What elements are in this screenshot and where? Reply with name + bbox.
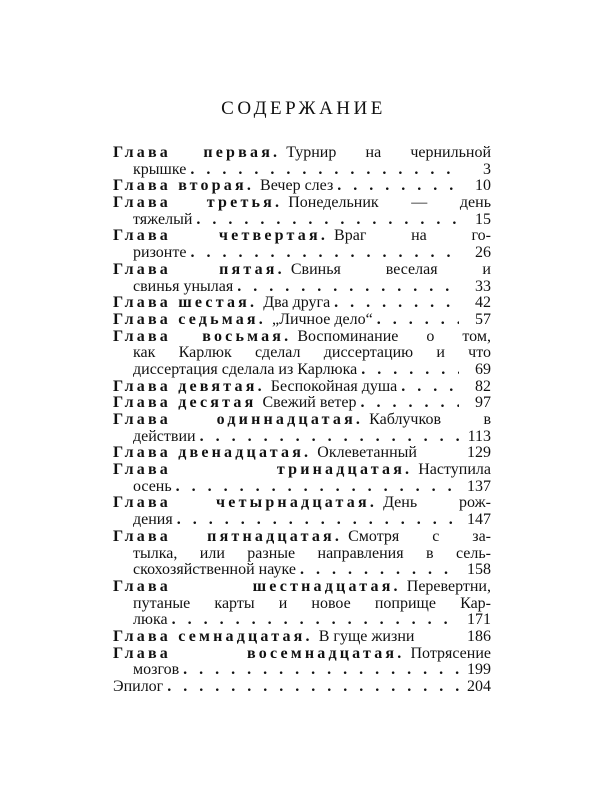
toc-line (113, 145, 491, 162)
toc-line (113, 679, 491, 696)
toc-line (113, 429, 491, 446)
toc-line (113, 295, 491, 312)
entry-text-line (113, 178, 333, 195)
toc-entry (113, 295, 491, 312)
entry-text-line (133, 362, 357, 379)
dot-leader (172, 612, 459, 629)
entry-title: путаные карты и новое поприще Кар- (133, 595, 491, 612)
toc-entry (113, 529, 491, 579)
page-number: 147 (467, 511, 491, 529)
dot-leader (401, 379, 459, 396)
entry-title: Вечер слез (260, 177, 334, 195)
toc-line (113, 195, 491, 212)
entry-title: осень (133, 477, 172, 495)
dot-leader (361, 395, 459, 412)
toc-line (113, 412, 491, 429)
toc-entry (113, 679, 491, 696)
entry-title: Наступила (418, 462, 491, 479)
entry-title: Каблучков в (369, 412, 491, 428)
entry-text-line (133, 512, 173, 529)
toc-entry (113, 312, 491, 329)
toc-line (113, 579, 491, 596)
entry-title: Воспоминание о том, (297, 328, 491, 345)
page-number: 15 (475, 210, 491, 228)
entry-title: тяжелый (133, 210, 193, 228)
entry-text-line (133, 212, 192, 229)
entry-text-line (113, 445, 417, 462)
chapter-label: Глава десятая (113, 394, 257, 412)
chapter-label: Глава первая. (113, 145, 281, 161)
toc-entry (113, 629, 491, 646)
entry-title: свинья унылая (133, 277, 234, 295)
chapter-label: Глава семнадцатая. (113, 627, 313, 645)
page-number: 69 (475, 360, 491, 378)
toc-line (113, 596, 491, 613)
entry-title: Беспокойная душа (270, 377, 398, 395)
entry-title: Смотря с за- (348, 528, 491, 545)
toc-line (113, 379, 491, 396)
toc-line (113, 279, 491, 296)
toc-line (113, 228, 491, 245)
chapter-label: Глава четвертая. (113, 228, 329, 245)
entry-title: „Личное дело“ (271, 310, 373, 328)
toc-entry (113, 228, 491, 261)
entry-title: тылка, или разные направления в сель- (133, 545, 491, 562)
chapter-label: Глава шестая. (113, 294, 258, 312)
dot-leader (334, 295, 459, 312)
dot-leader (190, 245, 459, 262)
toc-line (113, 495, 491, 512)
entry-text-line (113, 379, 397, 396)
entry-title: Турнир на чернильной (286, 145, 491, 161)
entry-text-line (113, 295, 330, 312)
toc-entry (113, 178, 491, 195)
dot-leader (183, 662, 459, 679)
entry-text-line (133, 162, 186, 179)
toc-line (113, 212, 491, 229)
page-number: 113 (467, 427, 491, 445)
toc-line (113, 262, 491, 279)
entry-text-line (113, 145, 491, 162)
page-number: 158 (467, 561, 491, 579)
entry-title: как Карлюк сделал диссертацию и что (133, 345, 491, 362)
page-number: 82 (475, 377, 491, 395)
toc-line (113, 462, 491, 479)
page-number: 186 (467, 627, 491, 645)
dot-leader (237, 279, 459, 296)
entry-title: Свежий ветер (262, 394, 357, 412)
toc-line (113, 479, 491, 496)
entry-text-line (113, 195, 491, 212)
chapter-label: Глава девятая. (113, 377, 265, 395)
toc-line (113, 245, 491, 262)
entry-title: ризонте (133, 244, 187, 262)
toc-line (113, 362, 491, 379)
toc-line (113, 312, 491, 329)
entry-text-line (133, 562, 296, 579)
dot-leader (337, 178, 459, 195)
entry-title: Потрясение (410, 645, 491, 662)
page-number: 3 (483, 160, 491, 178)
entry-text-line (133, 596, 491, 613)
toc-line (113, 529, 491, 546)
entry-text-line (133, 279, 233, 296)
table-of-contents (113, 145, 491, 696)
toc-entry (113, 395, 491, 412)
dot-leader (167, 679, 459, 696)
toc-entry (113, 412, 491, 445)
toc-entry (113, 329, 491, 379)
dot-leader (196, 212, 459, 229)
dot-leader (190, 162, 459, 179)
chapter-label: Эпилог (113, 678, 164, 695)
entry-text-line (113, 312, 373, 329)
entry-title: дения (133, 511, 173, 529)
toc-entry (113, 579, 491, 629)
page-number: 97 (475, 394, 491, 412)
dot-leader (177, 512, 459, 529)
entry-title: Враг на го- (334, 228, 491, 245)
chapter-label: Глава пятнадцатая. (113, 528, 343, 545)
entry-text-line (133, 429, 196, 446)
chapter-label: Глава седьмая. (113, 310, 266, 328)
entry-text-line (113, 262, 491, 279)
chapter-label: Глава восемнадцатая. (113, 645, 405, 662)
page-number: 199 (467, 661, 491, 679)
page-number: 10 (475, 177, 491, 195)
chapter-label: Глава вторая. (113, 177, 255, 195)
entry-text-line (133, 546, 491, 563)
toc-line (113, 329, 491, 346)
page-title: СОДЕРЖАНИЕ (221, 98, 386, 119)
page-number: 129 (467, 444, 491, 462)
page-number: 42 (475, 294, 491, 312)
entry-text-line (113, 495, 491, 512)
entry-title: скохозяйственной науке (133, 561, 296, 579)
entry-title: Понедельник — день (288, 195, 491, 212)
dot-leader (361, 362, 459, 379)
entry-title: диссертация сделала из Карлюка (133, 360, 358, 378)
entry-text-line (133, 662, 179, 679)
entry-title: День рож- (383, 495, 491, 512)
entry-text-line (113, 228, 491, 245)
toc-entry (113, 195, 491, 228)
toc-entry (113, 379, 491, 396)
toc-entry (113, 646, 491, 679)
toc-line (113, 562, 491, 579)
entry-title: действии (133, 427, 196, 445)
entry-text-line (133, 612, 168, 629)
toc-entry (113, 495, 491, 528)
page-number: 204 (467, 678, 491, 695)
entry-title: Перевертни, (406, 578, 491, 595)
entry-title: В гуще жизни (318, 627, 415, 645)
toc-line (113, 646, 491, 663)
chapter-label: Глава двенадцатая. (113, 444, 312, 462)
toc-line (113, 612, 491, 629)
toc-line (113, 162, 491, 179)
chapter-label: Глава восьмая. (113, 328, 292, 345)
page-number: 171 (467, 611, 491, 629)
entry-text-line (113, 395, 357, 412)
dot-leader (200, 429, 459, 446)
page-number: 26 (475, 244, 491, 262)
chapter-label: Глава одиннадцатая. (113, 412, 364, 428)
entry-text-line (133, 479, 172, 496)
toc-line (113, 445, 491, 462)
entry-text-line (113, 629, 414, 646)
entry-text-line (133, 345, 491, 362)
toc-entry (113, 462, 491, 495)
chapter-label: Глава пятая. (113, 261, 285, 278)
toc-line (113, 546, 491, 563)
toc-entry (113, 262, 491, 295)
entry-title: крышке (133, 160, 187, 178)
chapter-label: Глава четырнадцатая. (113, 495, 378, 512)
entry-text-line (113, 646, 491, 663)
page-number: 33 (475, 277, 491, 295)
entry-title: Два друга (263, 294, 331, 312)
dot-leader (377, 312, 459, 329)
entry-text-line (113, 679, 163, 696)
toc-line (113, 629, 491, 646)
chapter-label: Глава тринадцатая. (113, 462, 413, 479)
toc-line (113, 512, 491, 529)
dot-leader (176, 479, 459, 496)
entry-text-line (113, 462, 491, 479)
entry-title: люка (133, 611, 168, 629)
entry-text-line (113, 329, 491, 346)
page-number: 57 (475, 310, 491, 328)
toc-line (113, 178, 491, 195)
entry-title: Свинья веселая и (290, 261, 491, 278)
chapter-label: Глава шестнадцатая. (113, 578, 401, 595)
entry-title: мозгов (133, 661, 180, 679)
entry-text-line (113, 579, 491, 596)
entry-title: Оклеветанный (317, 444, 417, 462)
entry-text-line (133, 245, 186, 262)
entry-text-line (113, 529, 491, 546)
toc-entry (113, 145, 491, 178)
toc-line (113, 345, 491, 362)
toc-entry (113, 445, 491, 462)
entry-text-line (113, 412, 491, 429)
page-number: 137 (467, 477, 491, 495)
toc-line (113, 395, 491, 412)
chapter-label: Глава третья. (113, 195, 283, 212)
toc-line (113, 662, 491, 679)
dot-leader (300, 562, 459, 579)
